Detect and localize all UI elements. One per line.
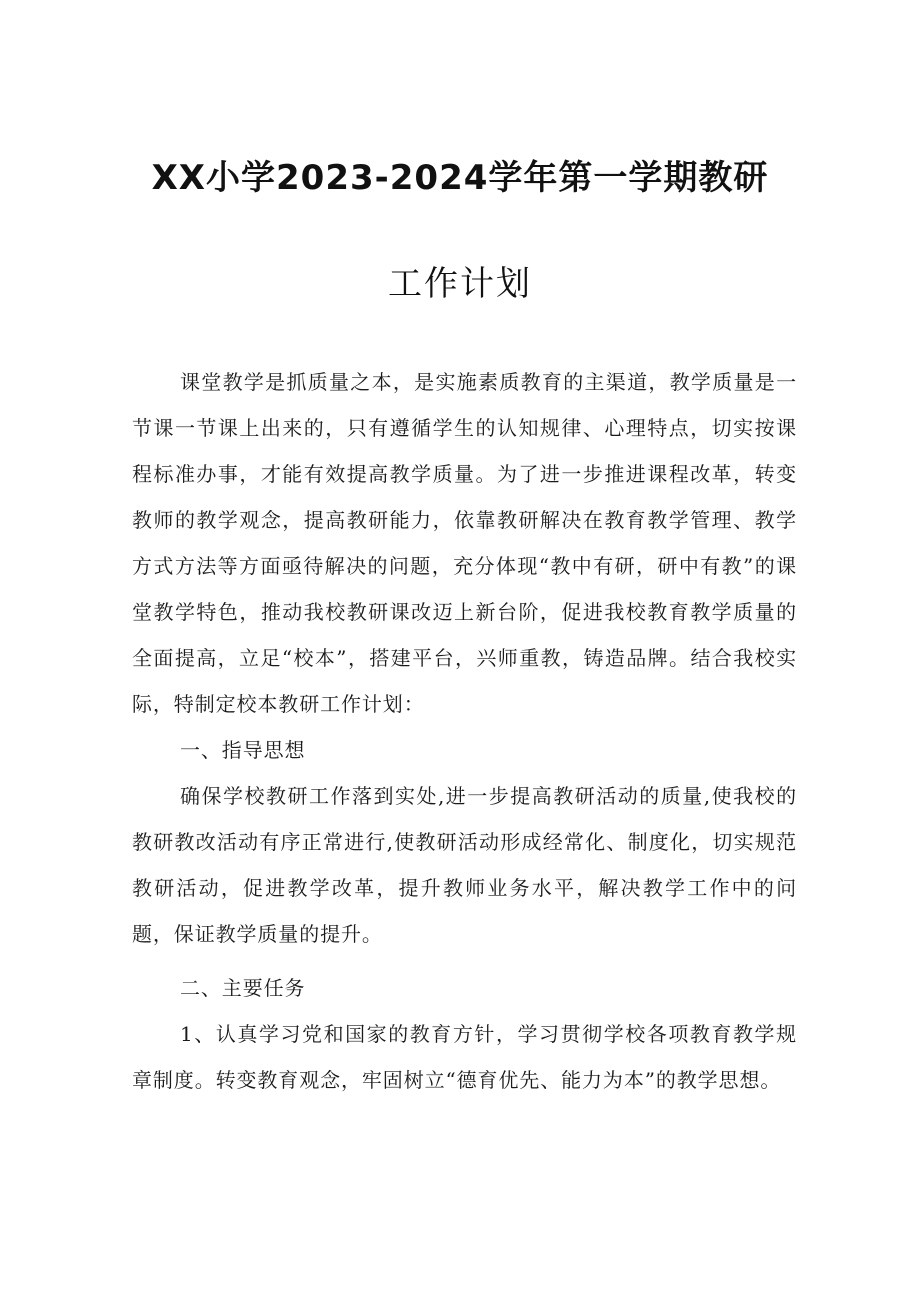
document-title-line2: 工作计划 xyxy=(388,264,532,304)
section1-heading: 一、指导思想 xyxy=(180,738,306,762)
section2-heading: 二、主要任务 xyxy=(180,976,306,1000)
intro-paragraph: 课堂教学是抓质量之本，是实施素质教育的主渠道，教学质量是一节课一节课上出来的，只有遵循学生的认知规律、心理特点，切实按课程标准办事，才能有效提高教学质量。为了进一步推进课程改革，转变教师的教学观念，提高教研能力，依靠教研解决在教育教学管理、教学方式方法等方面亟待解决的问题，充分体现“教中有研，研中有教”的课堂教学特色，推动我校教研课改迈上新台阶，促进我校教育教学质量的全面提高，立足“校本”，搭建平台，兴师重教，铸造品牌。结合我校实际，特制定校本教研工作计划： xyxy=(132,370,797,716)
section1-paragraph: 确保学校教研工作落到实处,进一步提高教研活动的质量,使我校的教研教改活动有序正常进行,使教研活动形成经常化、制度化，切实规范教研活动，促进教学改革，提升教师业务水平，解决教学工作中的问题，保证教学质量的提升。 xyxy=(132,784,797,946)
document-title-line1: XX小学2023-2024学年第一学期教研 xyxy=(151,158,769,198)
section2-item1-paragraph: 1、认真学习党和国家的教育方针，学习贯彻学校各项教育教学规章制度。转变教育观念，牢固树立“德育优先、能力为本”的教学思想。 xyxy=(132,1022,797,1092)
